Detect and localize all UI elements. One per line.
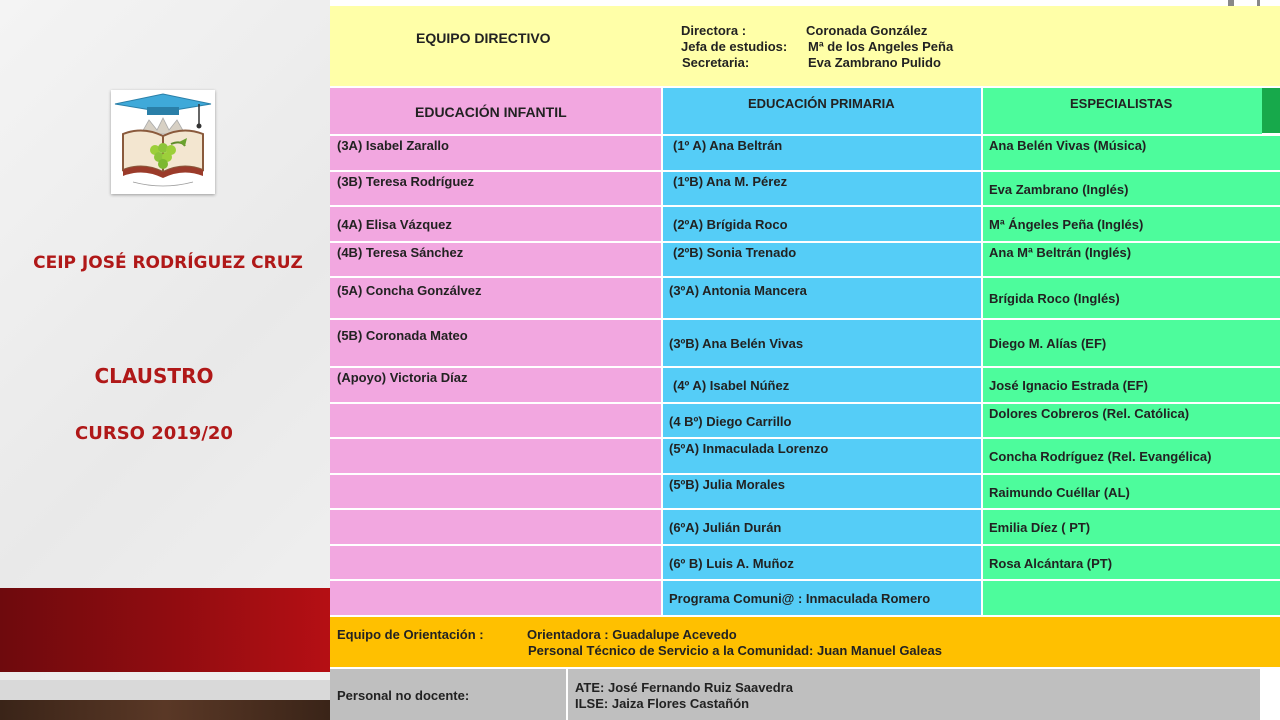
row-divider bbox=[330, 366, 1280, 368]
row-divider bbox=[330, 318, 1280, 320]
scroll-marker bbox=[1257, 0, 1260, 6]
curso-label: CURSO 2019/20 bbox=[75, 423, 233, 444]
especialista-item: Mª Ángeles Peña (Inglés) bbox=[989, 217, 1144, 232]
header-especialistas bbox=[983, 88, 1262, 134]
infantil-item: (5A) Concha Gonzálvez bbox=[337, 283, 482, 298]
row-divider bbox=[330, 579, 1280, 581]
decorative-gray-strip bbox=[0, 680, 330, 700]
directora-role: Directora : bbox=[681, 23, 747, 38]
header-infantil-label: EDUCACIÓN INFANTIL bbox=[415, 104, 567, 120]
especialista-item: Brígida Roco (Inglés) bbox=[989, 291, 1120, 306]
row-divider bbox=[330, 437, 1280, 439]
row-divider bbox=[330, 276, 1280, 278]
primaria-item: (4 Bº) Diego Carrillo bbox=[669, 414, 792, 429]
primaria-item: (1ºB) Ana M. Pérez bbox=[673, 174, 788, 189]
equipo-directivo-panel bbox=[330, 6, 1280, 86]
row-divider bbox=[330, 508, 1280, 510]
primaria-item: (2ºB) Sonia Trenado bbox=[673, 245, 797, 260]
left-panel bbox=[0, 0, 330, 720]
jefa-estudios-name: Mª de los Angeles Peña bbox=[808, 39, 954, 54]
header-edge-marker bbox=[1262, 88, 1280, 133]
primaria-item: (6ºA) Julián Durán bbox=[669, 520, 782, 535]
header-infantil bbox=[330, 88, 661, 134]
ate-line: ATE: José Fernando Ruiz Saavedra bbox=[575, 680, 793, 695]
orientacion-panel bbox=[330, 617, 1280, 667]
header-especialistas-label: ESPECIALISTAS bbox=[1070, 96, 1173, 111]
primaria-item: (5ºA) Inmaculada Lorenzo bbox=[669, 441, 829, 456]
secretaria-name: Eva Zambrano Pulido bbox=[808, 55, 941, 70]
infantil-item: (Apoyo) Victoria Díaz bbox=[337, 370, 468, 385]
especialista-item: Rosa Alcántara (PT) bbox=[989, 556, 1113, 571]
infantil-item: (5B) Coronada Mateo bbox=[337, 328, 468, 343]
especialista-item: Ana Belén Vivas (Música) bbox=[989, 138, 1147, 153]
equipo-directivo-title: EQUIPO DIRECTIVO bbox=[416, 30, 551, 46]
especialista-item: Dolores Cobreros (Rel. Católica) bbox=[989, 406, 1190, 421]
primaria-item: (3ºB) Ana Belén Vivas bbox=[669, 336, 804, 351]
primaria-item: (5ºB) Julia Morales bbox=[669, 477, 786, 492]
header-primaria bbox=[663, 88, 981, 134]
header-primaria-label: EDUCACIÓN PRIMARIA bbox=[748, 96, 895, 111]
primaria-item: Programa Comuni@ : Inmaculada Romero bbox=[669, 591, 931, 606]
especialista-item: José Ignacio Estrada (EF) bbox=[989, 378, 1148, 393]
primaria-item: (2ºA) Brígida Roco bbox=[673, 217, 788, 232]
decorative-dark-strip bbox=[0, 700, 330, 720]
row-divider bbox=[330, 402, 1280, 404]
especialista-item: Diego M. Alías (EF) bbox=[989, 336, 1107, 351]
row-divider bbox=[330, 473, 1280, 475]
row-divider bbox=[330, 205, 1280, 207]
row-divider bbox=[330, 544, 1280, 546]
infantil-item: (3B) Teresa Rodríguez bbox=[337, 174, 475, 189]
jefa-estudios-role: Jefa de estudios: bbox=[681, 39, 788, 54]
especialista-item: Ana Mª Beltrán (Inglés) bbox=[989, 245, 1132, 260]
orientadora: Orientadora : Guadalupe Acevedo bbox=[527, 627, 737, 642]
graduation-book-icon bbox=[111, 90, 215, 194]
decorative-red-band bbox=[0, 588, 330, 672]
primaria-item: (3ºA) Antonia Mancera bbox=[669, 283, 807, 298]
primaria-item: (4º A) Isabel Núñez bbox=[673, 378, 790, 393]
orientacion-label: Equipo de Orientación : bbox=[337, 627, 484, 642]
personal-tecnico: Personal Técnico de Servicio a la Comunidad: Juan Manuel Galeas bbox=[528, 643, 942, 658]
especialista-item: Raimundo Cuéllar (AL) bbox=[989, 485, 1130, 500]
especialista-item: Concha Rodríguez (Rel. Evangélica) bbox=[989, 449, 1212, 464]
no-docente-label-cell bbox=[330, 669, 566, 720]
no-docente-label: Personal no docente: bbox=[337, 688, 470, 703]
infantil-item: (4A) Elisa Vázquez bbox=[337, 217, 452, 232]
secretaria-role: Secretaria: bbox=[682, 55, 750, 70]
claustro-title: CLAUSTRO bbox=[94, 364, 214, 388]
infantil-item: (4B) Teresa Sánchez bbox=[337, 245, 464, 260]
directora-name: Coronada González bbox=[806, 23, 928, 38]
school-name: CEIP JOSÉ RODRÍGUEZ CRUZ bbox=[33, 253, 303, 273]
especialista-item: Eva Zambrano (Inglés) bbox=[989, 182, 1129, 197]
scroll-marker bbox=[1228, 0, 1234, 6]
school-logo bbox=[111, 90, 215, 194]
row-divider bbox=[330, 170, 1280, 172]
row-divider bbox=[330, 241, 1280, 243]
ilse-line: ILSE: Jaiza Flores Castañón bbox=[575, 696, 750, 711]
infantil-item: (3A) Isabel Zarallo bbox=[337, 138, 449, 153]
primaria-item: (6º B) Luis A. Muñoz bbox=[669, 556, 794, 571]
especialista-item: Emilia Díez ( PT) bbox=[989, 520, 1091, 535]
primaria-item: (1º A) Ana Beltrán bbox=[673, 138, 783, 153]
no-docente-names-cell bbox=[568, 669, 1260, 720]
